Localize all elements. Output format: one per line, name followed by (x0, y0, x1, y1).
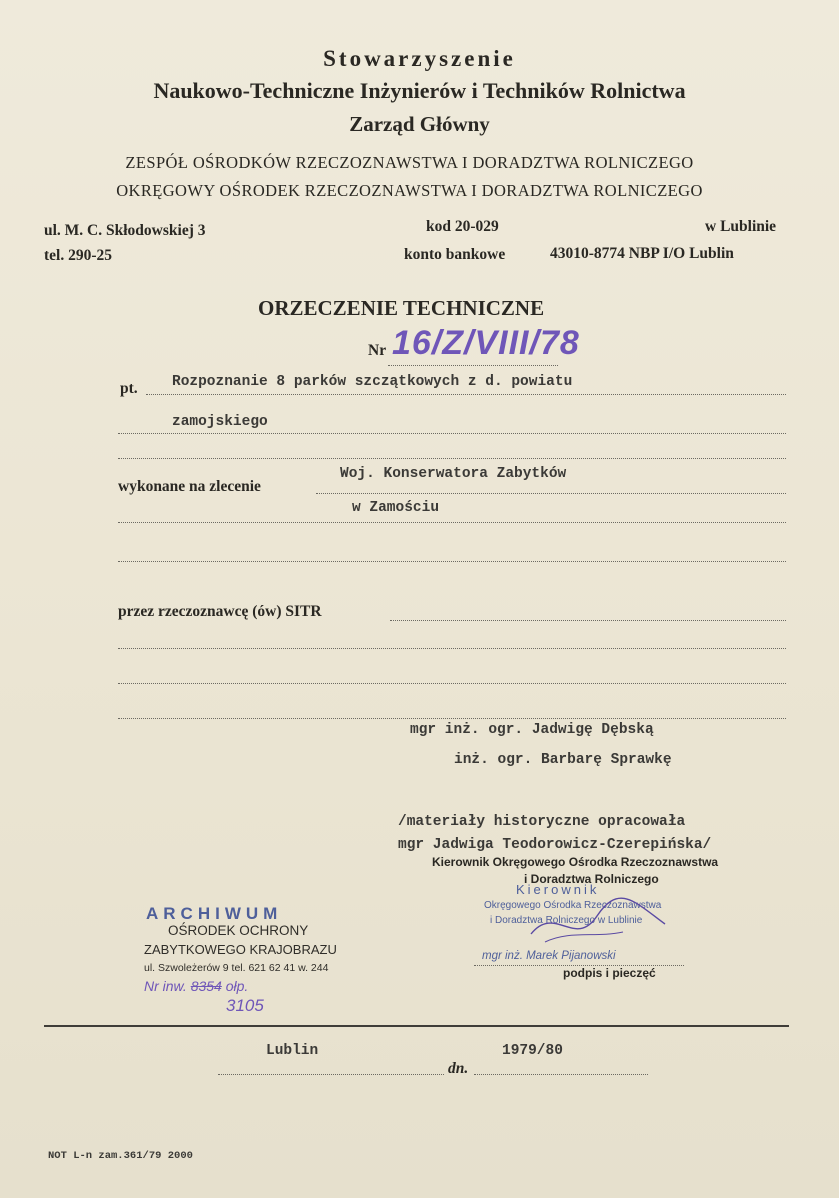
pt-dotted-line3 (118, 458, 786, 459)
archive-stamp-line4: ul. Szwoleżerów 9 tel. 621 62 41 w. 244 (144, 962, 329, 974)
org-subunit-line2: OKRĘGOWY OŚRODEK RZECZOZNAWSTWA I DORADZTWA ROLNICZEGO (116, 181, 703, 200)
expert-dotted-line4 (118, 718, 786, 719)
inventory-prefix: Nr inw. (144, 978, 187, 994)
expert-name-1: mgr inż. ogr. Jadwigę Dębską (410, 722, 654, 738)
place-dotted-line (218, 1074, 444, 1075)
inventory-old-number: 8354 (190, 978, 222, 994)
archive-inventory (144, 978, 248, 994)
org-name-line1: Stowarzyszenie (323, 46, 516, 71)
org-subunit-line1: ZESPÓŁ OŚRODKÓW RZECZOZNAWSTWA I DORADZTWA ROLNICZEGO (125, 153, 694, 172)
expert-dotted-line2 (118, 648, 786, 649)
note-line2: mgr Jadwiga Teodorowicz-Czerepińska/ (398, 837, 712, 853)
inventory-suffix: ołp. (225, 978, 249, 994)
address-street: ul. M. C. Skłodowskiej 3 (44, 222, 206, 239)
signature-title-line1: Kierownik Okręgowego Ośrodka Rzeczoznawstwa (432, 855, 719, 869)
archive-stamp-line3: ZABYTKOWEGO KRAJOBRAZU (144, 942, 337, 957)
document-number-label: Nr (368, 342, 387, 359)
note-line1: /materiały historyczne opracowała (398, 814, 686, 830)
document-title: ORZECZENIE TECHNICZNE (258, 296, 545, 320)
stamp-name: mgr inż. Marek Pijanowski (482, 950, 616, 962)
bank-account: 43010-8774 NBP I/O Lublin (550, 245, 734, 262)
order-label: wykonane na zlecenie (118, 478, 261, 495)
pt-value-line2: zamojskiego (172, 414, 268, 430)
address-postcode: kod 20-029 (426, 218, 499, 235)
date-dotted-line (474, 1074, 648, 1075)
horizontal-divider (44, 1025, 789, 1027)
expert-dotted-line3 (118, 683, 786, 684)
footer-date-label: dn. (448, 1060, 469, 1077)
stamp-line3: i Doradztwa Rolniczego w Lublinie (490, 915, 643, 926)
order-dotted-line2 (118, 522, 786, 523)
expert-dotted-line1 (390, 620, 786, 621)
document-number-value: 16/Z/VIII/78 (392, 324, 580, 362)
address-phone: tel. 290-25 (44, 247, 113, 264)
stamp-line2: Okręgowego Ośrodka Rzeczoznawstwa (484, 900, 662, 911)
order-value-line1: Woj. Konserwatora Zabytków (340, 466, 567, 482)
org-name-line2: Naukowo-Techniczne Inżynierów i Techników Rolnictwa (153, 78, 686, 103)
signature-title-line2: i Doradztwa Rolniczego (524, 872, 659, 886)
inventory-new-number: 3105 (226, 996, 264, 1015)
number-dotted-line (388, 365, 558, 366)
stamp-line1: Kierownik (516, 882, 600, 897)
pt-label: pt. (120, 380, 138, 397)
expert-label: przez rzeczoznawcę (ów) SITR (118, 603, 322, 620)
pt-dotted-line1 (146, 394, 786, 395)
signature-scribble (525, 894, 675, 954)
archive-stamp-line2: OŚRODEK OCHRONY (168, 923, 309, 938)
org-name-line3: Zarząd Główny (349, 112, 490, 136)
footer-place: Lublin (266, 1043, 319, 1059)
address-city: w Lublinie (705, 218, 777, 235)
order-dotted-line3 (118, 561, 786, 562)
order-dotted-line1 (316, 493, 786, 494)
signature-caption: podpis i pieczęć (563, 966, 656, 980)
expert-name-2: inż. ogr. Barbarę Sprawkę (454, 752, 672, 768)
pt-dotted-line2 (118, 433, 786, 434)
print-code: NOT L-n zam.361/79 2000 (48, 1150, 193, 1162)
footer-date-value: 1979/80 (502, 1043, 563, 1059)
order-value-line2: w Zamościu (352, 500, 440, 516)
archive-stamp-line1: ARCHIWUM (146, 904, 283, 923)
bank-label: konto bankowe (404, 246, 506, 263)
pt-value-line1: Rozpoznanie 8 parków szczątkowych z d. powiatu (172, 374, 573, 390)
